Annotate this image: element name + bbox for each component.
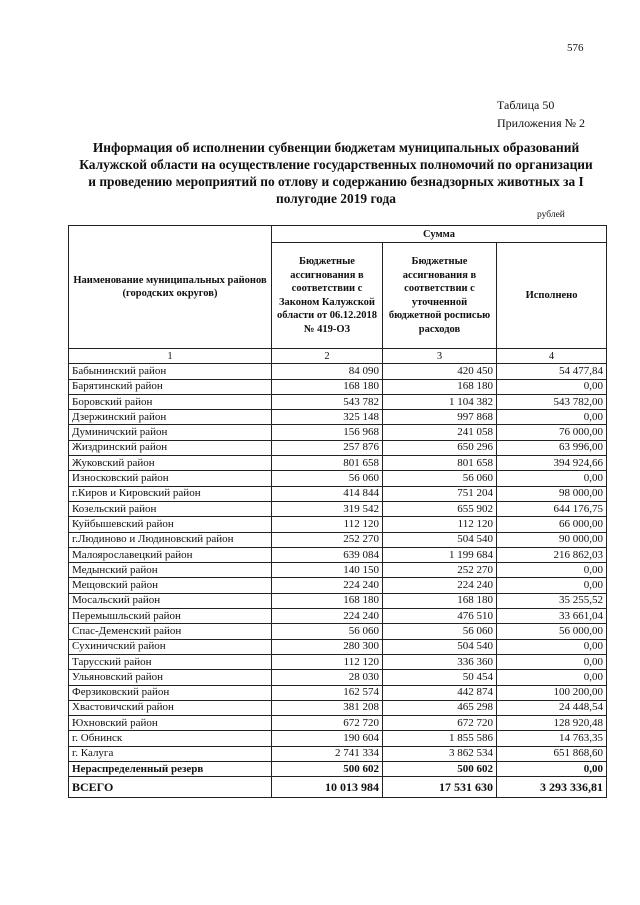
cell-name: Тарусский район <box>69 654 272 669</box>
cell-refined: 751 204 <box>383 486 497 501</box>
units-label: рублей <box>537 210 565 220</box>
cell-executed: 63 996,00 <box>497 440 607 455</box>
cell-name: Жиздринский район <box>69 440 272 455</box>
cell-refined: 650 296 <box>383 440 497 455</box>
cell-refined: 112 120 <box>383 517 497 532</box>
table-row <box>69 746 607 761</box>
cell-name: г. Обнинск <box>69 731 272 746</box>
cell-refined: 420 450 <box>383 364 497 379</box>
cell-name: Мосальский район <box>69 593 272 608</box>
cell-law: 319 542 <box>272 501 383 516</box>
cell-name: г.Людиново и Людиновский район <box>69 532 272 547</box>
cell-refined: 336 360 <box>383 654 497 669</box>
table-row <box>69 532 607 547</box>
cell-executed: 0,00 <box>497 654 607 669</box>
cell-law: 112 120 <box>272 654 383 669</box>
cell-executed: 98 000,00 <box>497 486 607 501</box>
cell-executed: 0,00 <box>497 639 607 654</box>
cell-refined: 241 058 <box>383 425 497 440</box>
cell-executed: 90 000,00 <box>497 532 607 547</box>
column-number: 3 <box>383 349 497 364</box>
cell-refined: 465 298 <box>383 700 497 715</box>
table-row <box>69 394 607 409</box>
cell-name: Малоярославецкий район <box>69 547 272 562</box>
cell-law: 543 782 <box>272 394 383 409</box>
cell-executed: 651 868,60 <box>497 746 607 761</box>
cell-executed: 33 661,04 <box>497 609 607 624</box>
table-row <box>69 716 607 731</box>
cell-law: 224 240 <box>272 609 383 624</box>
table-row <box>69 425 607 440</box>
cell-name: Юхновский район <box>69 716 272 731</box>
header-refined-allocations: Бюджетные ассигнования в соответствии с уточненной бюджетной росписью расходов <box>383 243 497 349</box>
header-law-allocations: Бюджетные ассигнования в соответствии с Законом Калужской области от 06.12.2018 № 419-ОЗ <box>272 243 383 349</box>
cell-name: Износковский район <box>69 471 272 486</box>
cell-law: 500 602 <box>272 762 383 777</box>
table-row <box>69 609 607 624</box>
cell-executed: 0,00 <box>497 471 607 486</box>
table-label: Таблица 50 <box>497 98 555 112</box>
table-row <box>69 700 607 715</box>
column-number: 4 <box>497 349 607 364</box>
cell-executed: 543 782,00 <box>497 394 607 409</box>
cell-name: Куйбышевский район <box>69 517 272 532</box>
cell-name: Ульяновский район <box>69 670 272 685</box>
table-row <box>69 440 607 455</box>
cell-executed: 0,00 <box>497 670 607 685</box>
cell-name: Перемышльский район <box>69 609 272 624</box>
table-body <box>69 364 607 798</box>
header-district-name: Наименование муниципальных районов (городских округов) <box>69 226 272 349</box>
cell-law: 381 208 <box>272 700 383 715</box>
title-line: Информация об исполнении субвенции бюджетам муниципальных образований <box>92 140 580 155</box>
cell-executed: 54 477,84 <box>497 364 607 379</box>
cell-law: 140 150 <box>272 563 383 578</box>
cell-name: г.Киров и Кировский район <box>69 486 272 501</box>
cell-law: 168 180 <box>272 593 383 608</box>
cell-name: Думиничский район <box>69 425 272 440</box>
cell-name: Боровский район <box>69 394 272 409</box>
table-row <box>69 471 607 486</box>
table-row <box>69 501 607 516</box>
cell-law: 252 270 <box>272 532 383 547</box>
cell-refined: 1 104 382 <box>383 394 497 409</box>
header-sum: Сумма <box>272 226 607 243</box>
reserve-row <box>69 762 607 777</box>
table-row <box>69 578 607 593</box>
cell-law: 10 013 984 <box>272 777 383 798</box>
cell-law: 280 300 <box>272 639 383 654</box>
header-executed: Исполнено <box>497 243 607 349</box>
cell-law: 672 720 <box>272 716 383 731</box>
cell-refined: 56 060 <box>383 471 497 486</box>
total-row <box>69 777 607 798</box>
cell-executed: 128 920,48 <box>497 716 607 731</box>
table-row <box>69 410 607 425</box>
cell-executed: 3 293 336,81 <box>497 777 607 798</box>
cell-law: 414 844 <box>272 486 383 501</box>
cell-refined: 672 720 <box>383 716 497 731</box>
cell-name: ВСЕГО <box>69 777 272 798</box>
cell-name: Барятинский район <box>69 379 272 394</box>
column-number-row <box>69 349 607 364</box>
document-title <box>56 139 616 207</box>
cell-law: 224 240 <box>272 578 383 593</box>
cell-name: Нераспределенный резерв <box>69 762 272 777</box>
table-row <box>69 731 607 746</box>
cell-name: Сухиничский район <box>69 639 272 654</box>
table-row <box>69 379 607 394</box>
cell-law: 190 604 <box>272 731 383 746</box>
appendix-label: Приложения № 2 <box>497 116 586 130</box>
cell-law: 2 741 334 <box>272 746 383 761</box>
cell-executed: 0,00 <box>497 762 607 777</box>
cell-law: 156 968 <box>272 425 383 440</box>
cell-refined: 997 868 <box>383 410 497 425</box>
cell-name: Мещовский район <box>69 578 272 593</box>
table-row <box>69 624 607 639</box>
cell-law: 162 574 <box>272 685 383 700</box>
table-row <box>69 547 607 562</box>
cell-refined: 500 602 <box>383 762 497 777</box>
table-row <box>69 654 607 669</box>
cell-name: г. Калуга <box>69 746 272 761</box>
cell-refined: 56 060 <box>383 624 497 639</box>
cell-law: 56 060 <box>272 471 383 486</box>
cell-executed: 0,00 <box>497 578 607 593</box>
cell-refined: 17 531 630 <box>383 777 497 798</box>
cell-refined: 252 270 <box>383 563 497 578</box>
table-row <box>69 364 607 379</box>
cell-executed: 66 000,00 <box>497 517 607 532</box>
cell-refined: 3 862 534 <box>383 746 497 761</box>
cell-executed: 0,00 <box>497 563 607 578</box>
cell-name: Жуковский район <box>69 456 272 471</box>
cell-refined: 504 540 <box>383 532 497 547</box>
cell-law: 84 090 <box>272 364 383 379</box>
cell-name: Спас-Деменский район <box>69 624 272 639</box>
subvention-table <box>68 225 607 798</box>
title-line: Калужской области на осуществление государственных полномочий по организации <box>79 157 593 172</box>
cell-executed: 24 448,54 <box>497 700 607 715</box>
cell-law: 325 148 <box>272 410 383 425</box>
cell-law: 801 658 <box>272 456 383 471</box>
cell-name: Козельский район <box>69 501 272 516</box>
cell-refined: 655 902 <box>383 501 497 516</box>
column-number: 1 <box>69 349 272 364</box>
cell-refined: 50 454 <box>383 670 497 685</box>
cell-law: 168 180 <box>272 379 383 394</box>
cell-law: 257 876 <box>272 440 383 455</box>
page-number: 576 <box>567 42 584 54</box>
cell-executed: 100 200,00 <box>497 685 607 700</box>
cell-name: Бабынинский район <box>69 364 272 379</box>
cell-name: Дзержинский район <box>69 410 272 425</box>
table-row <box>69 517 607 532</box>
cell-law: 28 030 <box>272 670 383 685</box>
cell-refined: 504 540 <box>383 639 497 654</box>
cell-name: Хвастовичский район <box>69 700 272 715</box>
cell-executed: 14 763,35 <box>497 731 607 746</box>
table-row <box>69 593 607 608</box>
title-line: и проведению мероприятий по отлову и содержанию безнадзорных животных за I <box>88 174 584 189</box>
table-row <box>69 456 607 471</box>
cell-refined: 801 658 <box>383 456 497 471</box>
cell-law: 639 084 <box>272 547 383 562</box>
cell-executed: 644 176,75 <box>497 501 607 516</box>
cell-refined: 442 874 <box>383 685 497 700</box>
table-row <box>69 685 607 700</box>
table-row <box>69 486 607 501</box>
table-row <box>69 563 607 578</box>
cell-refined: 476 510 <box>383 609 497 624</box>
cell-executed: 76 000,00 <box>497 425 607 440</box>
column-number: 2 <box>272 349 383 364</box>
cell-name: Медынский район <box>69 563 272 578</box>
title-line: полугодие 2019 года <box>276 191 396 206</box>
cell-refined: 168 180 <box>383 379 497 394</box>
cell-executed: 216 862,03 <box>497 547 607 562</box>
table-row <box>69 639 607 654</box>
cell-executed: 0,00 <box>497 410 607 425</box>
cell-law: 112 120 <box>272 517 383 532</box>
cell-law: 56 060 <box>272 624 383 639</box>
cell-executed: 0,00 <box>497 379 607 394</box>
cell-executed: 35 255,52 <box>497 593 607 608</box>
cell-name: Ферзиковский район <box>69 685 272 700</box>
cell-refined: 1 199 684 <box>383 547 497 562</box>
cell-executed: 394 924,66 <box>497 456 607 471</box>
cell-refined: 1 855 586 <box>383 731 497 746</box>
cell-refined: 168 180 <box>383 593 497 608</box>
cell-executed: 56 000,00 <box>497 624 607 639</box>
cell-refined: 224 240 <box>383 578 497 593</box>
table-row <box>69 670 607 685</box>
